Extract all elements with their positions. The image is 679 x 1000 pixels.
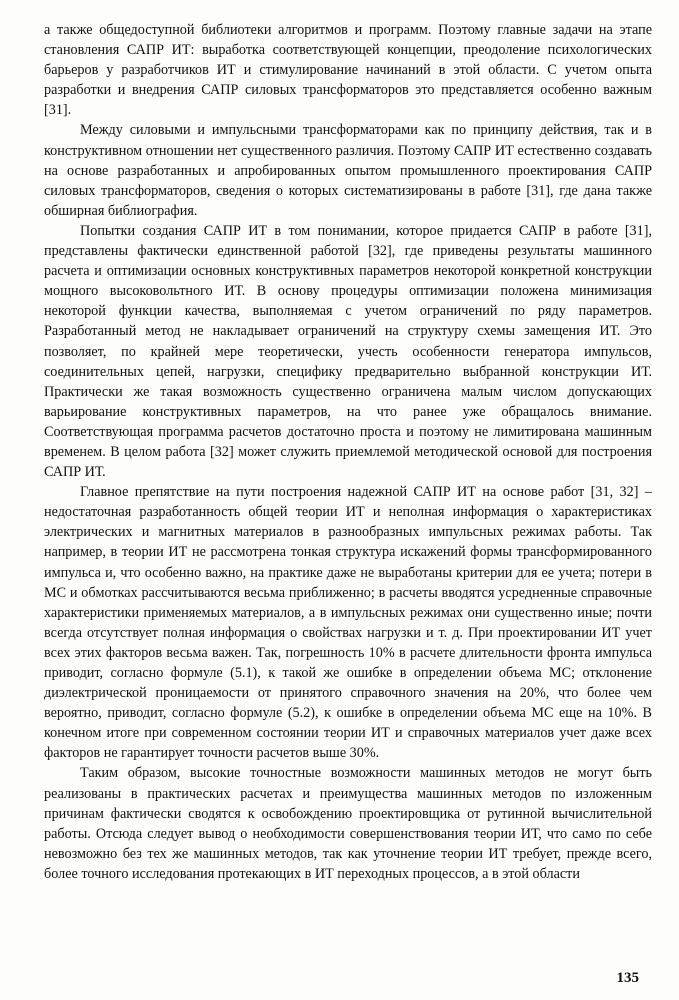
body-text <box>44 20 652 884</box>
paragraph-conclusion: Таким образом, высокие точностные возможности машинных методов не могут быть реализованы в практических расчетах и преимущества машинных методов по изложенным причинам фактически сводятся к освобождению проектировщика от рутинной вычислительной работы. Отсюда следует вывод о необходимости совершенствования теории ИТ, что само по себе невозможно без тех же машинных методов, так как уточнение теории ИТ требует, прежде всего, более точного исследования протекающих в ИТ переходных процессов, а в этой области <box>44 765 652 882</box>
paragraph-continuation: а также общедоступной библиотеки алгоритмов и программ. Поэтому главные задачи на этапе становления САПР ИТ: выработка соответствующей концепции, преодоление психологических барьеров у разработчиков ИТ и стимулирование начинаний в этой области. С учетом опыта разработки и внедрения САПР силовых трансформаторов это представляется особенно важным [31]. <box>44 22 652 119</box>
paragraph-cad-attempts: Попытки создания САПР ИТ в том понимании, которое придается САПР в работе [31], представлены фактически единственной работой [32], где приведены результаты машинного расчета и оптимизации основных конструктивных параметров некоторой конкретной конструкции мощного высоковольтного ИТ. В основу процедуры оптимизации положена минимизация некоторой функции качества, выполняемая с учетом ограничений по ряду параметров. Разработанный метод не накладывает ограничений на структуру схемы замещения ИТ. Это позволяет, по крайней мере теоретически, учесть особенности генератора импульсов, соединительных цепей, нагрузки, специфику предварительно выбранной конструкции ИТ. Практически же такая возможность существенно ограничена малым числом допускающих варьирование конструктивных параметров, на что ранее уже обращалось внимание. Соответствующая программа расчетов достаточно проста и поэтому не лимитирована машинным временем. В целом работа [32] может служить приемлемой методической основой для построения САПР ИТ. <box>44 222 652 481</box>
paragraph-main-obstacle: Главное препятствие на пути построения надежной САПР ИТ на основе работ [31, 32] – недостаточная разработанность общей теории ИТ и неполная информация о характеристиках электрических и магнитных материалов в разнообразных импульсных режимах работы. Так например, в теории ИТ не рассмотрена тонкая структура искажений формы трансформированного импульса и, что особенно важно, на практике даже не выработаны критерии для ее учета; потери в МС и обмотках рассчитываются весьма приближенно; в расчеты вводятся усредненные справочные характеристики применяемых материалов, а в импульсных режимах они существенно иные; почти всегда отсутствует полная информация о свойствах нагрузки и т. д. При проектировании ИТ учет всех этих факторов весьма важен. Так, погрешность 10% в расчете длительности фронта импульса приводит, согласно формуле (5.1), к такой же ошибке в определении объема МС; отклонение диэлектрической проницаемости от принятого справочного значения на 20%, что более чем вероятно, приводит, согласно формуле (5.2), к ошибке в определении объема МС еще на 10%. В конечном итоге при современном состоянии теории ИТ и справочных материалов учет даже всех факторов не гарантирует точности расчетов выше 30%. <box>44 484 652 762</box>
paragraph-transformer-similarity: Между силовыми и импульсными трансформаторами как по принципу действия, так и в конструктивном отношении нет существенного различия. Поэтому САПР ИТ естественно создавать на основе разработанных и апробированных опытом промышленного проектирования САПР силовых трансформаторов, сведения о которых систематизированы в работе [31], где дана также обширная библиография. <box>44 122 652 219</box>
page-number: 135 <box>616 970 639 986</box>
